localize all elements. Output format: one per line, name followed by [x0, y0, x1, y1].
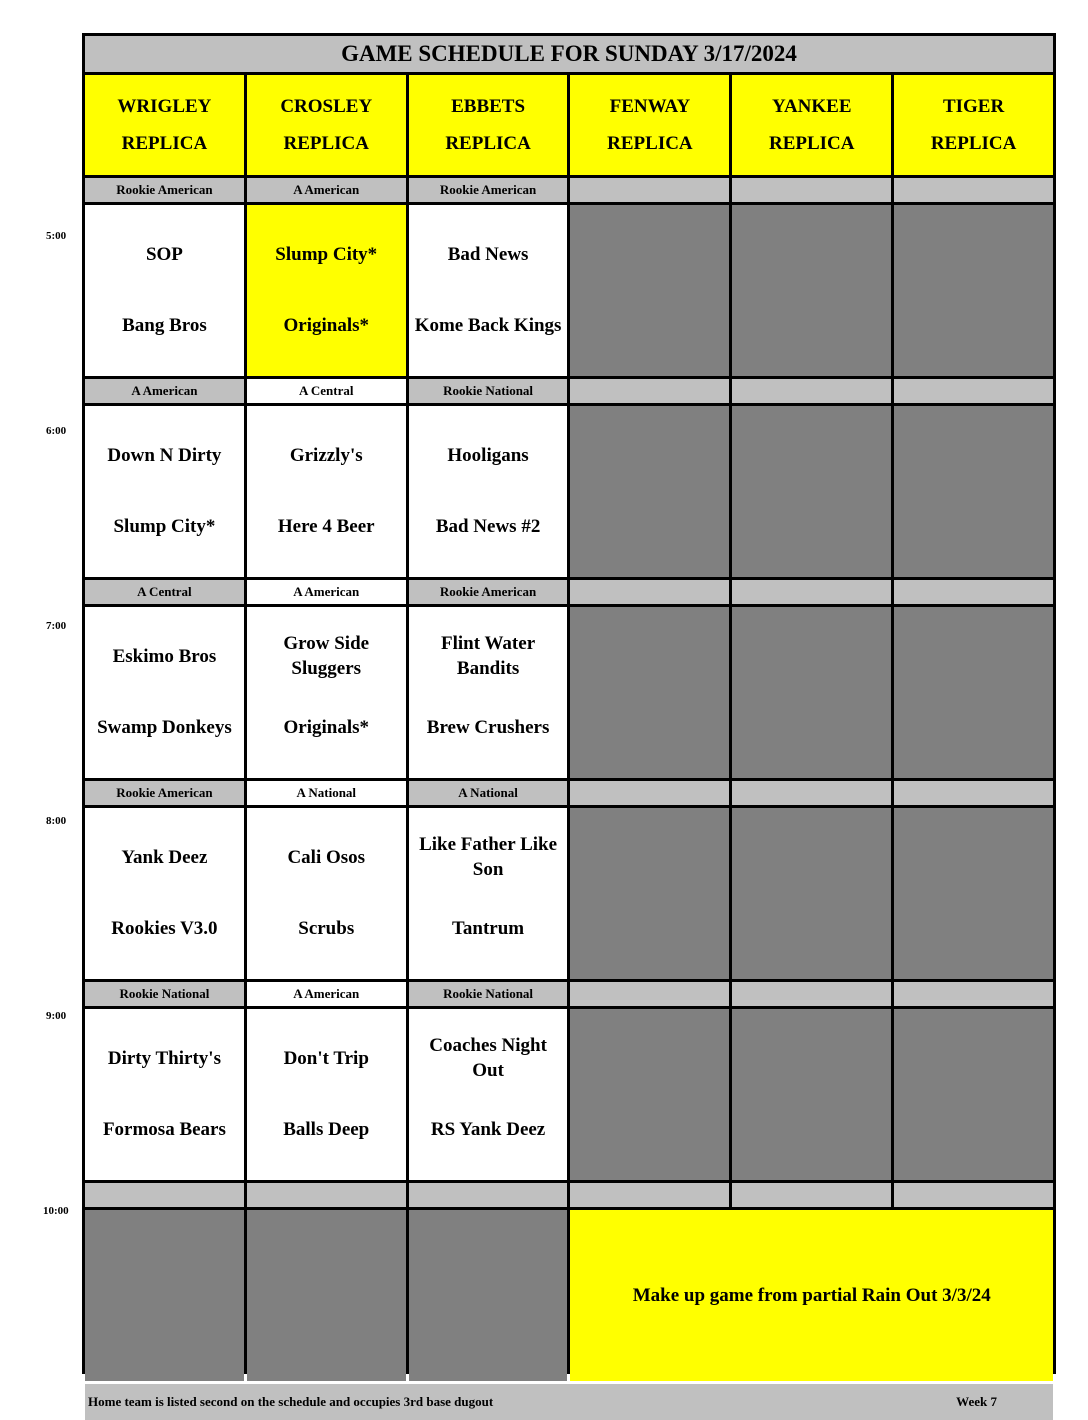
home-team: Tantrum: [451, 917, 525, 939]
home-team: Scrubs: [298, 917, 355, 939]
game-cell: [85, 1009, 244, 1180]
field-sub: REPLICA: [607, 133, 693, 154]
division-blank: [570, 580, 729, 604]
division-blank: [894, 580, 1053, 604]
division-label: Rookie American: [85, 781, 244, 805]
game-cell: [409, 607, 568, 778]
division-blank: [732, 580, 891, 604]
division-blank: [247, 1183, 406, 1207]
division-label: A Central: [85, 580, 244, 604]
division-blank: [570, 379, 729, 403]
game-cell: [247, 808, 406, 979]
unused-field-cell: [894, 607, 1053, 778]
home-team-note: Home team is listed second on the schedule and occupies 3rd base dugout: [88, 1394, 494, 1409]
game-cell: [409, 1009, 568, 1180]
division-label: A National: [247, 781, 406, 805]
division-blank: [85, 1183, 244, 1207]
away-team: Dirty Thirty's: [107, 1047, 221, 1069]
division-blank: [894, 178, 1053, 202]
away-team: Grow Side Sluggers: [283, 633, 370, 679]
field-name: WRIGLEY: [117, 96, 212, 117]
schedule-footer: [85, 1384, 1053, 1420]
field-header-ebbets: [409, 75, 568, 175]
unused-field-cell: [732, 205, 891, 376]
unused-field-cell: [570, 808, 729, 979]
home-team: Brew Crushers: [426, 716, 550, 738]
home-team: Kome Back Kings: [414, 314, 562, 336]
unused-field-cell: [894, 205, 1053, 376]
time-label: 6:00: [46, 425, 67, 437]
field-header-yankee: [732, 75, 891, 175]
home-team: Rookies V3.0: [111, 917, 218, 939]
field-name: TIGER: [942, 96, 1005, 117]
game-cell: [85, 205, 244, 376]
division-label: A Central: [247, 379, 406, 403]
game-cell: [247, 607, 406, 778]
field-sub: REPLICA: [930, 133, 1017, 154]
unused-field-cell: [247, 1210, 406, 1381]
division-blank: [894, 781, 1053, 805]
away-team: Eskimo Bros: [112, 645, 217, 667]
game-cell: [85, 808, 244, 979]
division-label: Rookie American: [409, 178, 568, 202]
schedule-grid: [82, 33, 1056, 1409]
away-team: Flint Water Bandits: [441, 633, 536, 679]
game-cell: [247, 406, 406, 577]
unused-field-cell: [570, 205, 729, 376]
division-label: A American: [85, 379, 244, 403]
time-label: 9:00: [46, 1010, 67, 1022]
division-label: A American: [247, 178, 406, 202]
home-team: Bang Bros: [122, 314, 207, 336]
away-team: Like Father Like Son: [419, 834, 558, 880]
division-blank: [732, 379, 891, 403]
division-blank: [570, 781, 729, 805]
unused-field-cell: [894, 1009, 1053, 1180]
time-label: 7:00: [46, 620, 67, 632]
makeup-game-note: Make up game from partial Rain Out 3/3/24: [570, 1210, 1053, 1381]
unused-field-cell: [894, 406, 1053, 577]
away-team: SOP: [145, 243, 183, 265]
division-label: A American: [247, 580, 406, 604]
away-team: Bad News: [447, 243, 529, 265]
division-label: Rookie National: [409, 379, 568, 403]
home-team: Bad News #2: [435, 515, 541, 537]
schedule-title: GAME SCHEDULE FOR SUNDAY 3/17/2024: [85, 36, 1053, 72]
division-label: Rookie American: [85, 178, 244, 202]
time-label: 5:00: [46, 230, 67, 242]
away-team: Slump City*: [275, 243, 378, 265]
week-label: Week 7: [956, 1394, 997, 1409]
field-sub: REPLICA: [283, 133, 369, 154]
game-cell: [409, 406, 568, 577]
away-team: Don't Trip: [283, 1047, 369, 1069]
unused-field-cell: [894, 808, 1053, 979]
division-label: A National: [409, 781, 568, 805]
game-cell-highlighted: [247, 205, 406, 376]
field-sub: REPLICA: [121, 133, 208, 154]
time-label: 10:00: [43, 1205, 69, 1217]
division-blank: [894, 1183, 1053, 1207]
unused-field-cell: [732, 808, 891, 979]
division-blank: [894, 982, 1053, 1006]
game-cell: [247, 1009, 406, 1180]
field-name: FENWAY: [609, 96, 691, 117]
division-blank: [570, 1183, 729, 1207]
game-cell: [409, 808, 568, 979]
game-cell: [409, 205, 568, 376]
division-blank: [732, 982, 891, 1006]
away-team: Hooligans: [447, 444, 529, 466]
division-blank: [732, 1183, 891, 1207]
unused-field-cell: [732, 607, 891, 778]
home-team: Originals*: [283, 716, 369, 738]
away-team: Cali Osos: [287, 846, 366, 868]
field-name: CROSLEY: [280, 96, 373, 117]
division-label: Rookie National: [85, 982, 244, 1006]
home-team: Slump City*: [113, 515, 216, 537]
away-team: Down N Dirty: [107, 444, 222, 466]
home-team: Swamp Donkeys: [97, 716, 232, 738]
home-team: Originals*: [283, 314, 369, 336]
unused-field-cell: [570, 1009, 729, 1180]
time-label: 8:00: [46, 815, 67, 827]
field-header-fenway: [570, 75, 729, 175]
division-blank: [732, 178, 891, 202]
field-header-wrigley: [85, 75, 244, 175]
home-team: RS Yank Deez: [430, 1118, 546, 1140]
unused-field-cell: [85, 1210, 244, 1381]
home-team: Balls Deep: [283, 1118, 370, 1140]
unused-field-cell: [732, 1009, 891, 1180]
division-blank: [570, 178, 729, 202]
field-name: EBBETS: [451, 96, 526, 117]
field-header-tiger: [894, 75, 1053, 175]
division-blank: [409, 1183, 568, 1207]
unused-field-cell: [732, 406, 891, 577]
game-cell: [85, 406, 244, 577]
unused-field-cell: [570, 607, 729, 778]
home-team: Formosa Bears: [102, 1118, 226, 1140]
unused-field-cell: [570, 406, 729, 577]
division-blank: [732, 781, 891, 805]
field-header-crosley: [247, 75, 406, 175]
field-name: YANKEE: [771, 96, 852, 117]
division-blank: [894, 379, 1053, 403]
away-team: Grizzly's: [289, 444, 363, 466]
field-sub: REPLICA: [768, 133, 855, 154]
away-team: Yank Deez: [121, 846, 208, 868]
game-cell: [85, 607, 244, 778]
field-sub: REPLICA: [445, 133, 531, 154]
unused-field-cell: [409, 1210, 568, 1381]
away-team: Coaches Night Out: [429, 1035, 547, 1081]
division-label: Rookie American: [409, 580, 568, 604]
division-label: Rookie National: [409, 982, 568, 1006]
division-label: A American: [247, 982, 406, 1006]
division-blank: [570, 982, 729, 1006]
home-team: Here 4 Beer: [277, 515, 375, 537]
